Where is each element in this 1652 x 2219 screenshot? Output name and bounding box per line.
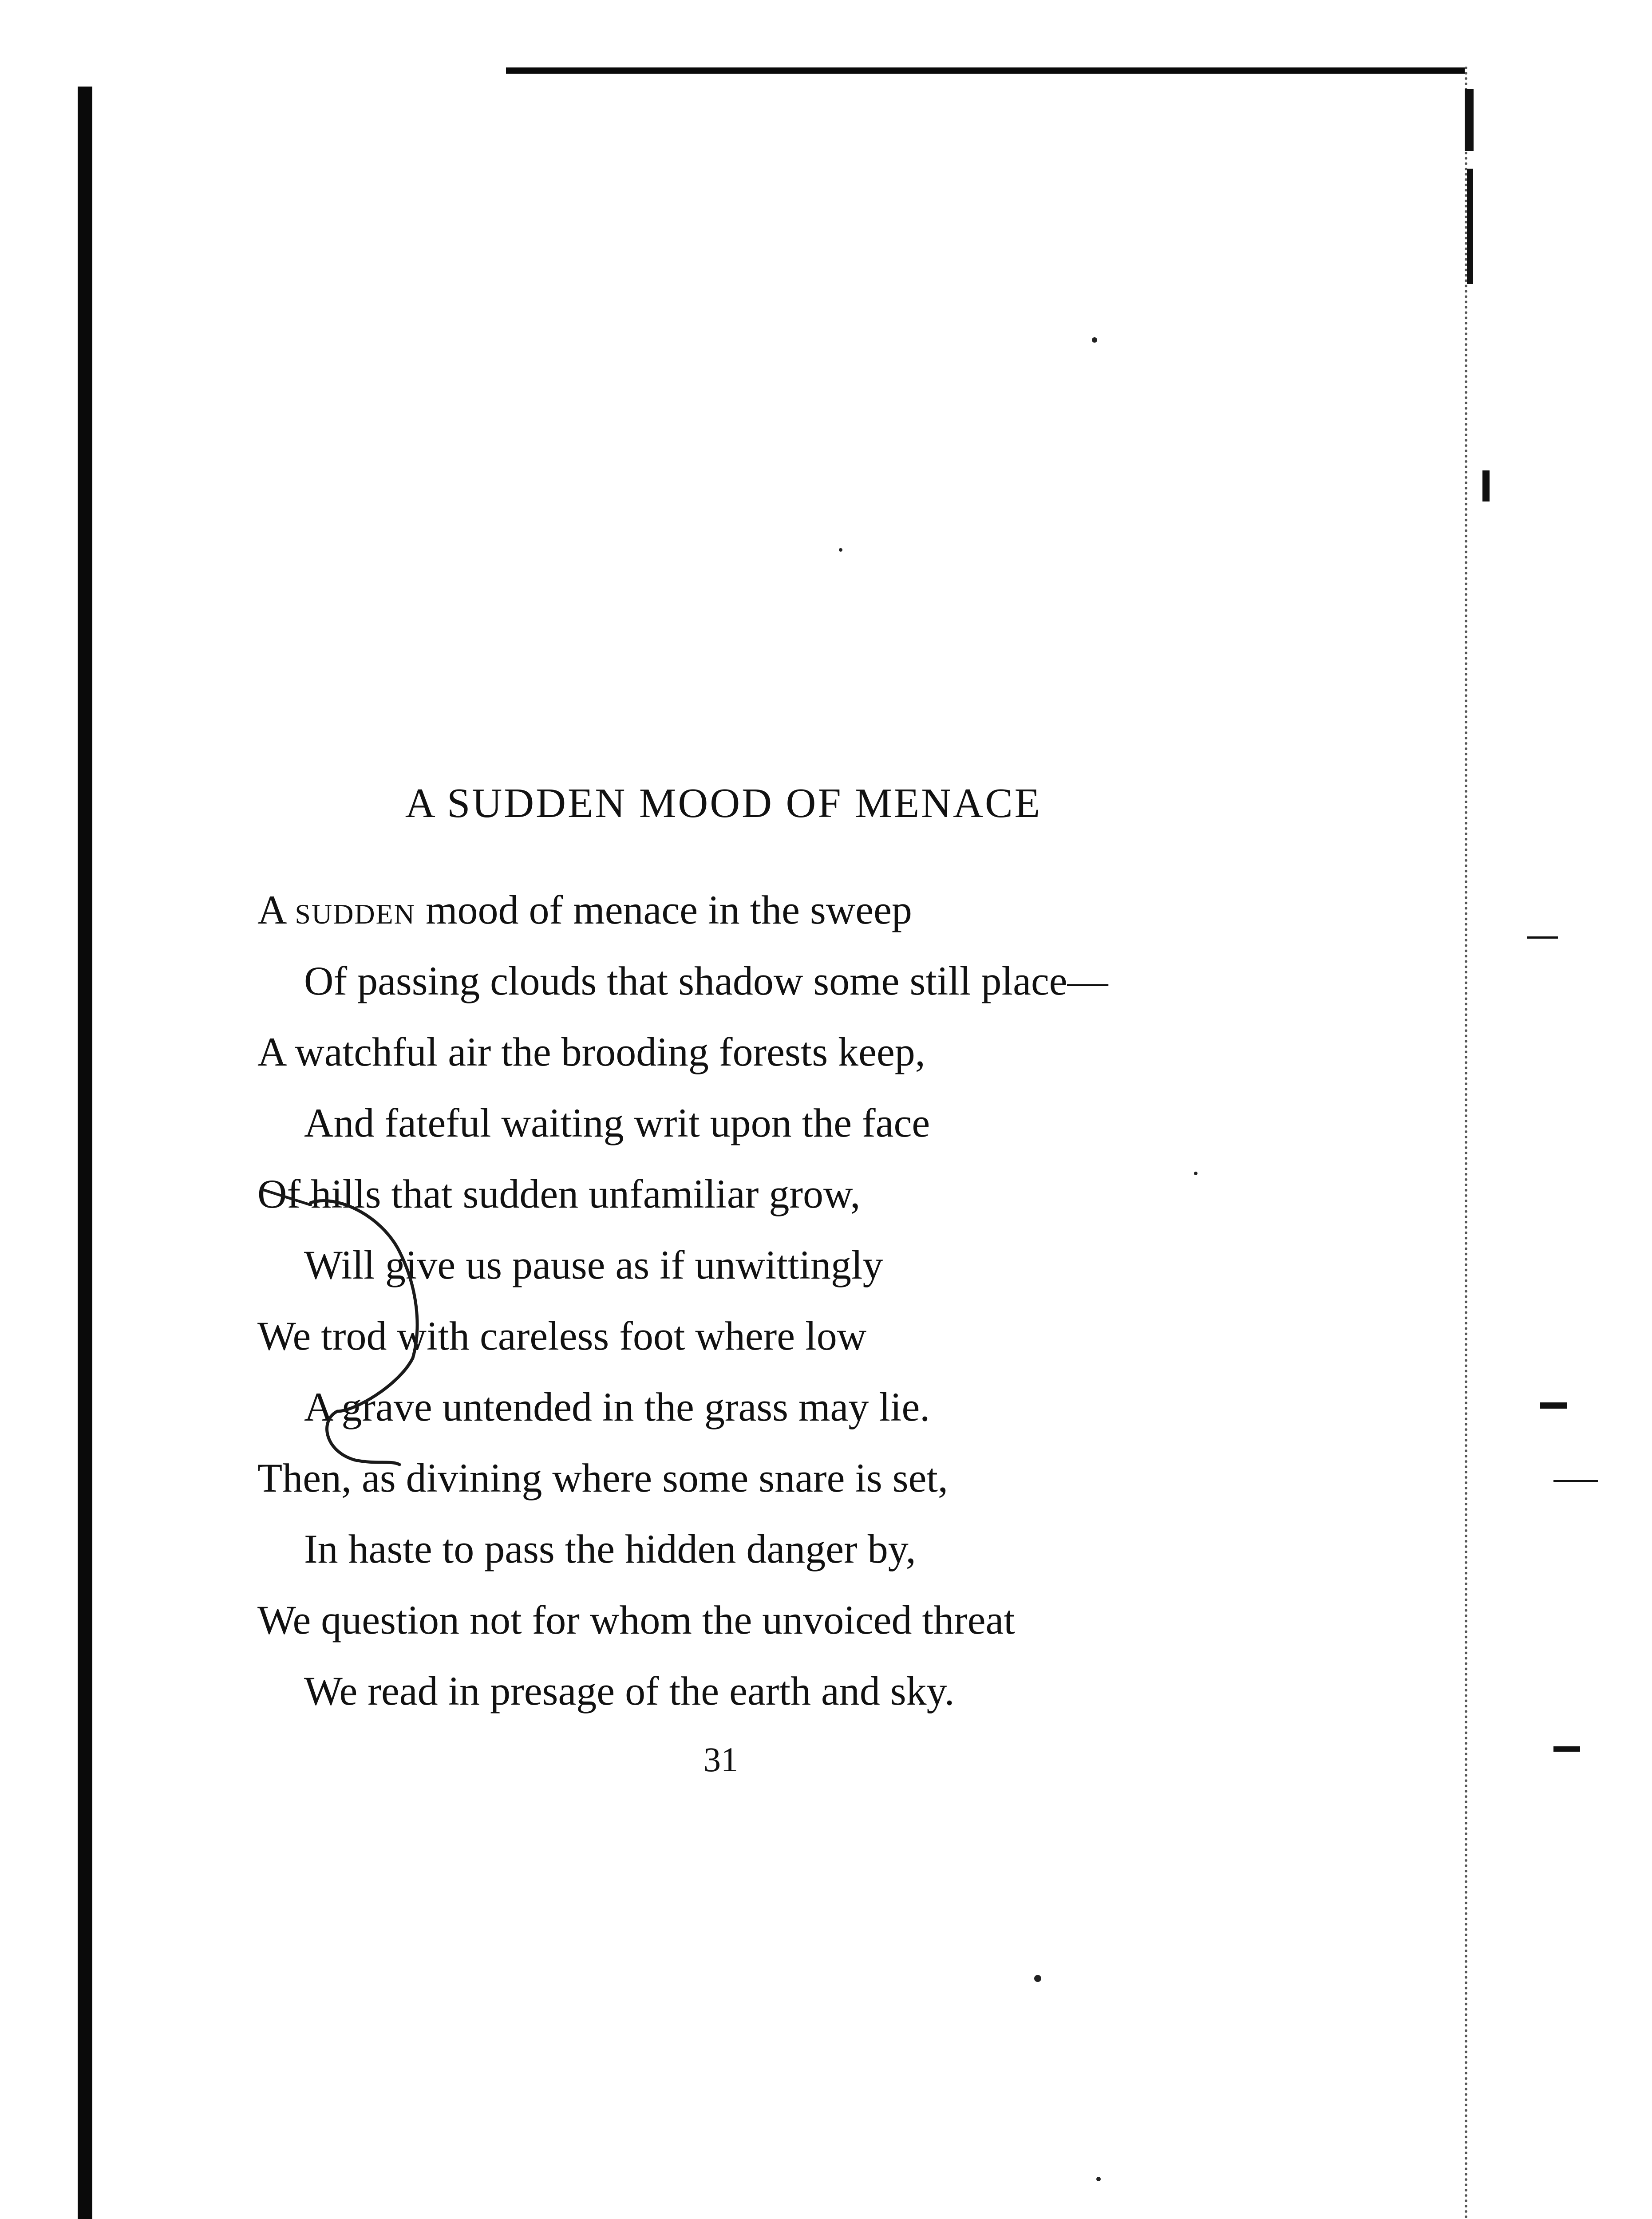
poem-line: Of passing clouds that shadow some still place— (304, 958, 1108, 1003)
binding-edge-rule (78, 87, 92, 2219)
poem-title: A SUDDEN MOOD OF MENACE (405, 780, 1042, 826)
top-border-rule (506, 67, 1465, 74)
edge-mark (1482, 470, 1490, 501)
poem-line: A watchful air the brooding forests keep, (257, 1029, 925, 1074)
edge-mark (1467, 169, 1473, 284)
edge-mark (1540, 1402, 1567, 1409)
edge-mark (1465, 89, 1474, 151)
poem-line-rest: mood of menace in the sweep (415, 887, 912, 932)
edge-mark (1527, 936, 1558, 939)
ink-speck (839, 548, 842, 552)
poem-line: A grave untended in the grass may lie. (304, 1384, 930, 1429)
poem-line-lead: A (257, 887, 295, 932)
poem-line: Will give us pause as if unwittingly (304, 1242, 883, 1287)
poem-line: In haste to pass the hidden danger by, (304, 1526, 916, 1571)
ink-speck (1034, 1975, 1041, 1982)
ink-speck (1194, 1172, 1198, 1175)
poem-line: We trod with careless foot where low (257, 1313, 867, 1358)
poem-line: And fateful waiting writ upon the face (304, 1100, 930, 1145)
edge-mark (1553, 1480, 1598, 1482)
page-number: 31 (703, 1740, 738, 1779)
poem-line: Of hills that sudden unfamiliar grow, (257, 1171, 861, 1216)
ink-speck (1096, 2177, 1101, 2181)
poem-line: Then, as divining where some snare is set, (257, 1455, 948, 1500)
poem-line (257, 885, 912, 934)
edge-mark (1553, 1746, 1580, 1752)
poem-line: We read in presage of the earth and sky. (304, 1668, 955, 1714)
poem-line: We question not for whom the unvoiced threat (257, 1597, 1015, 1643)
poem-line-smallcaps: sudden (295, 887, 415, 932)
ink-speck (1092, 337, 1097, 343)
right-page-edge (1465, 67, 1494, 2219)
